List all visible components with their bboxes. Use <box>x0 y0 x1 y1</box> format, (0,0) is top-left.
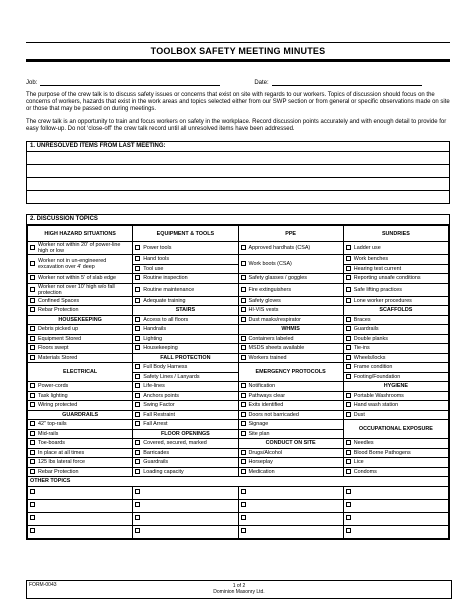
topic-cell[interactable]: Footing/Foundation <box>343 372 448 382</box>
checkbox-icon[interactable] <box>135 459 140 464</box>
checkbox-icon[interactable] <box>30 336 35 341</box>
checkbox-icon[interactable] <box>346 412 351 417</box>
checkbox-icon[interactable] <box>346 345 351 350</box>
topic-cell[interactable]: Needles <box>343 439 448 449</box>
unresolved-row[interactable] <box>27 178 449 191</box>
topic-cell[interactable]: Horseplay <box>238 458 343 468</box>
topic-cell[interactable]: Frame condition <box>343 363 448 373</box>
topic-cell[interactable]: Safety glasses / goggles <box>238 274 343 284</box>
topic-cell[interactable]: Barricades <box>133 448 238 458</box>
checkbox-icon[interactable] <box>30 307 35 312</box>
other-topic-cell[interactable] <box>238 512 343 525</box>
scaffolds-header: SCAFFOLDS <box>343 306 448 316</box>
checkbox-icon[interactable] <box>30 489 35 494</box>
topic-cell[interactable]: Full Body Harness <box>133 363 238 373</box>
date-field[interactable] <box>272 78 422 86</box>
discussion-topics-box <box>26 214 450 540</box>
topic-cell[interactable]: Dust <box>343 410 448 420</box>
checkbox-icon[interactable] <box>135 383 140 388</box>
floor-openings-header: FLOOR OPENINGS <box>133 429 238 439</box>
checkbox-icon[interactable] <box>135 469 140 474</box>
topic-cell[interactable]: Tool use <box>133 264 238 274</box>
topic-cell[interactable]: Site plan <box>238 429 343 439</box>
topic-cell[interactable]: Fall Arrest <box>133 420 238 430</box>
other-topics-header: OTHER TOPICS <box>28 477 449 487</box>
checkbox-icon[interactable] <box>241 489 246 494</box>
checkbox-icon[interactable] <box>30 431 35 436</box>
checkbox-icon[interactable] <box>30 287 35 292</box>
topic-cell[interactable]: In place at all times <box>28 448 133 458</box>
topic-cell[interactable]: Handrails <box>133 325 238 335</box>
topic-cell[interactable]: Mid-rails <box>28 429 133 439</box>
checkbox-icon[interactable] <box>346 450 351 455</box>
job-date-line <box>26 76 450 86</box>
whmis-header: WHMIS <box>238 325 343 335</box>
checkbox-icon[interactable] <box>241 317 246 322</box>
conduct-on-site-header: CONDUCT ON SITE <box>238 439 343 449</box>
crew-talk-paragraph: The crew talk is an opportunity to train and focus workers on safety in the workplace. Record discussion points accurately and with enough detail to provide for easy follow-up. Do not ‘close-off’ the crew talk record until all unresolved items have been addressed. <box>26 119 447 132</box>
topic-cell[interactable]: Hand tools <box>133 255 238 265</box>
topic-cell[interactable]: Blood Borne Pathogens <box>343 448 448 458</box>
checkbox-icon[interactable] <box>346 364 351 369</box>
topic-cell[interactable]: Lone worker procedures <box>343 296 448 306</box>
topic-cell[interactable]: Work boots (CSA) <box>238 255 343 274</box>
other-topic-cell[interactable] <box>343 486 448 499</box>
checkbox-icon[interactable] <box>30 383 35 388</box>
topic-cell[interactable]: Containers labeled <box>238 334 343 344</box>
checkbox-icon[interactable] <box>346 489 351 494</box>
checkbox-icon[interactable] <box>241 245 246 250</box>
guardrails-header: GUARDRAILS <box>28 410 133 420</box>
topic-cell[interactable]: Drugs/Alcohol <box>238 448 343 458</box>
topic-cell[interactable]: Fall Restraint <box>133 410 238 420</box>
checkbox-icon[interactable] <box>30 393 35 398</box>
checkbox-icon[interactable] <box>135 515 140 520</box>
topic-cell[interactable]: Exits identified <box>238 401 343 411</box>
other-topic-cell[interactable] <box>238 499 343 512</box>
occupational-exposure-header: OCCUPATIONAL EXPOSURE <box>343 420 448 439</box>
checkbox-icon[interactable] <box>135 374 140 379</box>
checkbox-icon[interactable] <box>135 336 140 341</box>
checkbox-icon[interactable] <box>135 450 140 455</box>
topic-cell[interactable]: Safe lifting practices <box>343 283 448 296</box>
topic-cell[interactable]: Routine maintenance <box>133 283 238 296</box>
checkbox-icon[interactable] <box>346 298 351 303</box>
checkbox-icon[interactable] <box>135 421 140 426</box>
checkbox-icon[interactable] <box>30 450 35 455</box>
other-topic-cell[interactable] <box>28 525 133 538</box>
col-header-sundries: SUNDRIES <box>343 226 448 242</box>
topic-cell[interactable]: 125 lbs lateral force <box>28 458 133 468</box>
checkbox-icon[interactable] <box>346 440 351 445</box>
checkbox-icon[interactable] <box>241 393 246 398</box>
checkbox-icon[interactable] <box>30 528 35 533</box>
checkbox-icon[interactable] <box>135 275 140 280</box>
checkbox-icon[interactable] <box>241 298 246 303</box>
topic-cell[interactable]: Safety gloves <box>238 296 343 306</box>
unresolved-items-box <box>26 141 450 204</box>
other-topic-cell[interactable] <box>343 525 448 538</box>
topic-cell[interactable]: Wiring protected <box>28 401 133 411</box>
topic-cell[interactable]: Signage <box>238 420 343 430</box>
checkbox-icon[interactable] <box>346 275 351 280</box>
topic-cell[interactable]: HI-VIS vests <box>238 306 343 316</box>
col-header-ppe: PPE <box>238 226 343 242</box>
checkbox-icon[interactable] <box>346 256 351 261</box>
topic-cell[interactable]: MSDS sheets available <box>238 344 343 354</box>
checkbox-icon[interactable] <box>241 421 246 426</box>
other-topic-cell[interactable] <box>133 486 238 499</box>
checkbox-icon[interactable] <box>346 469 351 474</box>
other-topic-cell[interactable] <box>133 525 238 538</box>
topic-cell[interactable]: Covered, secured, marked <box>133 439 238 449</box>
topic-cell[interactable]: Wheels/locks <box>343 353 448 363</box>
checkbox-icon[interactable] <box>346 515 351 520</box>
housekeeping-header: HOUSEKEEPING <box>28 315 133 325</box>
job-label: Job: <box>26 80 38 86</box>
topics-table <box>27 225 449 539</box>
fall-protection-header: FALL PROTECTION <box>133 353 238 363</box>
checkbox-icon[interactable] <box>135 317 140 322</box>
form-title: TOOLBOX SAFETY MEETING MINUTES <box>150 46 326 56</box>
page-number: 1 of 2 <box>232 583 246 589</box>
checkbox-icon[interactable] <box>30 245 35 250</box>
topic-cell[interactable]: Worker not in un-engineered excavation over 4' deep <box>28 255 133 274</box>
purpose-paragraph: The purpose of the crew talk is to discuss safety issues or concerns that exist on site with regards to our workers. Topics of discussion should focus on the concerns of workers, hazards that exist in the work areas and topics selected either from our SWP section or from general or specific observations made on site or those that may be passed on during meetings. <box>26 92 450 112</box>
other-topic-cell[interactable] <box>28 486 133 499</box>
topic-cell[interactable]: Guardrails <box>133 458 238 468</box>
checkbox-icon[interactable] <box>241 469 246 474</box>
topic-cell[interactable]: Ladder use <box>343 242 448 255</box>
topic-cell[interactable]: Task lighting <box>28 391 133 401</box>
topic-cell[interactable]: Approved hardhats (CSA) <box>238 242 343 255</box>
unresolved-row[interactable] <box>27 165 449 178</box>
topic-cell[interactable]: Worker not over 10' high w/o fall protection <box>28 283 133 296</box>
checkbox-icon[interactable] <box>135 440 140 445</box>
topic-cell[interactable]: Fire extinguishers <box>238 283 343 296</box>
checkbox-icon[interactable] <box>135 266 140 271</box>
topic-cell[interactable]: Rebar Protection <box>28 306 133 316</box>
other-topic-cell[interactable] <box>238 486 343 499</box>
checkbox-icon[interactable] <box>30 261 35 266</box>
checkbox-icon[interactable] <box>135 393 140 398</box>
topic-cell[interactable]: Access to all floors <box>133 315 238 325</box>
topic-cell[interactable]: Reporting unsafe conditions <box>343 274 448 284</box>
checkbox-icon[interactable] <box>30 355 35 360</box>
checkbox-icon[interactable] <box>241 402 246 407</box>
topic-cell[interactable]: Condoms <box>343 467 448 477</box>
topic-cell[interactable]: Rebar Protection <box>28 467 133 477</box>
checkbox-icon[interactable] <box>346 393 351 398</box>
other-topic-cell[interactable] <box>133 512 238 525</box>
topic-cell[interactable]: Notification <box>238 382 343 392</box>
electrical-header: ELECTRICAL <box>28 363 133 382</box>
emergency-protocols-header: EMERGENCY PROTOCOLS <box>238 363 343 382</box>
checkbox-icon[interactable] <box>135 412 140 417</box>
checkbox-icon[interactable] <box>30 421 35 426</box>
topic-cell[interactable]: Life-lines <box>133 382 238 392</box>
topic-cell[interactable]: Housekeeping <box>133 344 238 354</box>
topic-cell[interactable]: Power tools <box>133 242 238 255</box>
checkbox-icon[interactable] <box>30 459 35 464</box>
topic-cell[interactable]: Safety Lines / Lanyards <box>133 372 238 382</box>
form-page <box>26 42 450 595</box>
checkbox-icon[interactable] <box>135 287 140 292</box>
topic-cell[interactable]: Power-cords <box>28 382 133 392</box>
checkbox-icon[interactable] <box>30 275 35 280</box>
checkbox-icon[interactable] <box>346 402 351 407</box>
checkbox-icon[interactable] <box>30 345 35 350</box>
checkbox-icon[interactable] <box>30 298 35 303</box>
date-label: Date: <box>254 80 269 86</box>
topic-cell[interactable]: Tie-ins <box>343 344 448 354</box>
company-name: Dominion Masonry Ltd. <box>213 589 265 595</box>
topic-cell[interactable]: Anchors points <box>133 391 238 401</box>
checkbox-icon[interactable] <box>135 402 140 407</box>
checkbox-icon[interactable] <box>135 489 140 494</box>
checkbox-icon[interactable] <box>241 412 246 417</box>
checkbox-icon[interactable] <box>241 287 246 292</box>
checkbox-icon[interactable] <box>241 261 246 266</box>
topic-cell[interactable]: Doors not barricaded <box>238 410 343 420</box>
checkbox-icon[interactable] <box>346 317 351 322</box>
checkbox-icon[interactable] <box>241 383 246 388</box>
topic-cell[interactable]: Worker not within 5' of slab edge <box>28 274 133 284</box>
checkbox-icon[interactable] <box>241 528 246 533</box>
checkbox-icon[interactable] <box>241 355 246 360</box>
title-rule <box>26 59 450 62</box>
col-header-equipment: EQUIPMENT & TOOLS <box>133 226 238 242</box>
checkbox-icon[interactable] <box>346 287 351 292</box>
unresolved-heading: 1. UNRESOLVED ITEMS FROM LAST MEETING: <box>27 142 449 152</box>
topic-cell[interactable]: Guardrails <box>343 325 448 335</box>
col-header-high-hazard: HIGH HAZARD SITUATIONS <box>28 226 133 242</box>
checkbox-icon[interactable] <box>346 326 351 331</box>
other-topic-cell[interactable] <box>238 525 343 538</box>
page-footer <box>26 580 452 599</box>
topic-cell[interactable]: Portable Washrooms <box>343 391 448 401</box>
topic-cell[interactable]: 42" top-rails <box>28 420 133 430</box>
checkbox-icon[interactable] <box>30 326 35 331</box>
checkbox-icon[interactable] <box>346 245 351 250</box>
checkbox-icon[interactable] <box>241 459 246 464</box>
checkbox-icon[interactable] <box>135 298 140 303</box>
job-field[interactable] <box>40 78 220 86</box>
other-topic-cell[interactable] <box>28 512 133 525</box>
topic-cell[interactable]: Work benches <box>343 255 448 265</box>
unresolved-row[interactable] <box>27 152 449 165</box>
checkbox-icon[interactable] <box>30 502 35 507</box>
checkbox-icon[interactable] <box>241 307 246 312</box>
checkbox-icon[interactable] <box>30 440 35 445</box>
topic-cell[interactable]: Materials Stored <box>28 353 133 363</box>
topic-cell[interactable]: Debris picked up <box>28 325 133 335</box>
topic-cell[interactable]: Lighting <box>133 334 238 344</box>
topic-cell[interactable]: Routine inspection <box>133 274 238 284</box>
topic-cell[interactable]: Worker not within 20' of power-line high or low <box>28 242 133 255</box>
checkbox-icon[interactable] <box>346 459 351 464</box>
checkbox-icon[interactable] <box>135 326 140 331</box>
checkbox-icon[interactable] <box>30 402 35 407</box>
other-topic-cell[interactable] <box>343 499 448 512</box>
topic-cell[interactable]: Braces <box>343 315 448 325</box>
discussion-heading: 2. DISCUSSION TOPICS <box>27 215 449 225</box>
other-topic-cell[interactable] <box>343 512 448 525</box>
checkbox-icon[interactable] <box>135 502 140 507</box>
checkbox-icon[interactable] <box>241 502 246 507</box>
topic-cell[interactable]: Floors swept <box>28 344 133 354</box>
unresolved-row[interactable] <box>27 191 449 203</box>
checkbox-icon[interactable] <box>241 431 246 436</box>
checkbox-icon[interactable] <box>241 275 246 280</box>
topic-cell[interactable]: Hearing test current <box>343 264 448 274</box>
topic-cell[interactable]: Equipment Stored <box>28 334 133 344</box>
checkbox-icon[interactable] <box>346 502 351 507</box>
checkbox-icon[interactable] <box>135 245 140 250</box>
form-number: FORM-0043 <box>29 582 57 588</box>
checkbox-icon[interactable] <box>241 515 246 520</box>
hygiene-header: HYGIENE <box>343 382 448 392</box>
topic-cell[interactable]: Pathways clear <box>238 391 343 401</box>
topic-cell[interactable]: Medication <box>238 467 343 477</box>
stairs-header: STAIRS <box>133 306 238 316</box>
checkbox-icon[interactable] <box>346 374 351 379</box>
topic-cell[interactable]: Adequate training <box>133 296 238 306</box>
topic-cell[interactable]: Workers trained <box>238 353 343 363</box>
topic-cell[interactable]: Dust masks/respirator <box>238 315 343 325</box>
topic-cell[interactable]: Loading capacity <box>133 467 238 477</box>
checkbox-icon[interactable] <box>346 266 351 271</box>
topic-cell[interactable]: Hand wash station <box>343 401 448 411</box>
checkbox-icon[interactable] <box>346 336 351 341</box>
topic-cell[interactable]: Swing Factor <box>133 401 238 411</box>
checkbox-icon[interactable] <box>346 528 351 533</box>
checkbox-icon[interactable] <box>241 345 246 350</box>
other-topic-cell[interactable] <box>28 499 133 512</box>
checkbox-icon[interactable] <box>135 345 140 350</box>
checkbox-icon[interactable] <box>30 515 35 520</box>
topic-cell[interactable]: Lice <box>343 458 448 468</box>
topic-cell[interactable]: Toe-boards <box>28 439 133 449</box>
checkbox-icon[interactable] <box>241 450 246 455</box>
checkbox-icon[interactable] <box>30 469 35 474</box>
checkbox-icon[interactable] <box>346 355 351 360</box>
checkbox-icon[interactable] <box>135 528 140 533</box>
checkbox-icon[interactable] <box>135 364 140 369</box>
checkbox-icon[interactable] <box>135 256 140 261</box>
topic-cell[interactable]: Confined Spaces <box>28 296 133 306</box>
other-topic-cell[interactable] <box>133 499 238 512</box>
checkbox-icon[interactable] <box>241 336 246 341</box>
topic-cell[interactable]: Double planks <box>343 334 448 344</box>
